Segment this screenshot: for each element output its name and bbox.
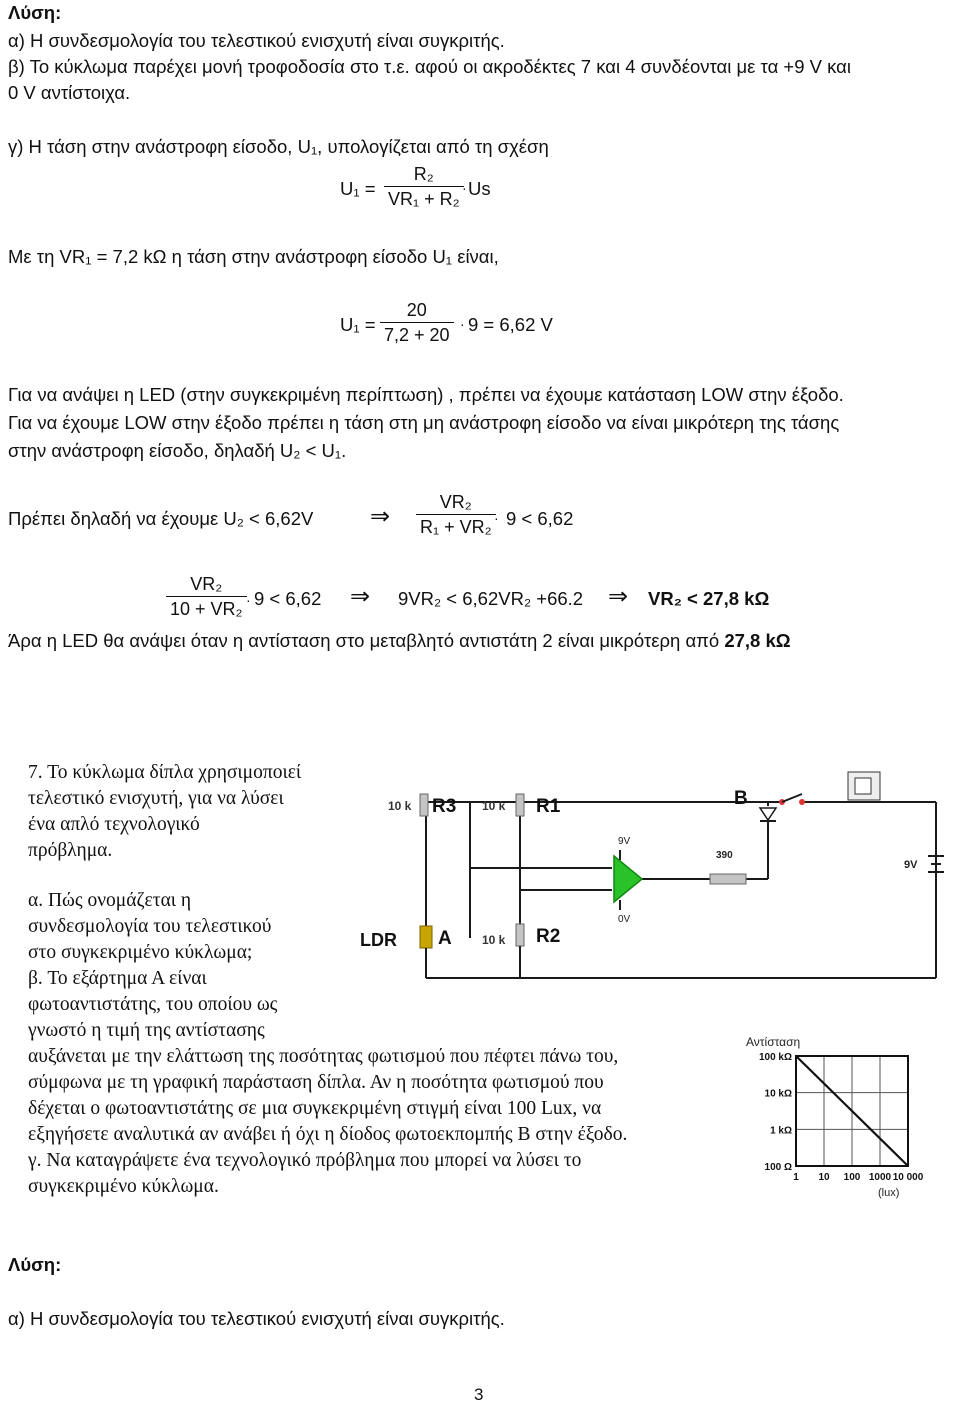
answer-b-line2: 0 V αντίστοιχα. [8,82,131,103]
formula1-numerator: R₂ [384,164,464,187]
question-b-line5: σύμφωνα με τη γραφική παράσταση δίπλα. Αν η ποσότητα φωτισμού που [28,1072,604,1093]
formula4-mid: 9VR₂ < 6,62VR₂ +66.2 [398,588,584,609]
question-b-line3: γνωστό η τιμή της αντίστασης [28,1020,265,1041]
formula3-fraction [416,492,496,538]
battery-label: 9V [904,859,918,871]
answer-b-line1: β) Το κύκλωμα παρέχει μονή τροφοδοσία στο τ.ε. αφού οι ακροδέκτες 7 και 4 συνδέονται με τα +9 V και [8,56,851,77]
formula4-numerator: VR₂ [166,574,247,597]
op-amp [614,856,642,902]
formula2-lhs: U₁ = [340,314,376,335]
switch-lever [782,794,802,802]
conclusion [8,630,791,652]
formula1-denominator: VR₁ + R₂ [388,189,460,209]
chart-x-tick-label: 1 [793,1172,799,1183]
led-para-line2: Για να έχουμε LOW στην έξοδο πρέπει η τάση στη μη ανάστροφη είσοδο να είναι μικρότερη της τάσης [8,412,840,433]
chart-x-tick-label: 10 000 [892,1172,924,1183]
formula3-dot: · [494,510,499,526]
exercise-line3: ένα απλό τεχνολογικό [28,814,200,835]
formula2-numerator: 20 [380,300,454,323]
formula3-lhs: Πρέπει δηλαδή να έχουμε U₂ < 6,62V [8,508,314,529]
formula4-denominator: 10 + VR₂ [170,599,243,619]
question-b-line7: εξηγήσετε αναλυτικά αν ανάβει ή όχι η δίοδος φωτοεκπομπής Β στην έξοδο. [28,1124,628,1145]
led-para-line1: Για να ανάψει η LED (στην συγκεκριμένη περίπτωση) , πρέπει να έχουμε κατάσταση LOW στην έξοδο. [8,384,844,405]
formula4-result: VR₂ < 27,8 kΩ [648,588,770,609]
vr1-line: Με τη VR₁ = 7,2 kΩ η τάση στην ανάστροφη είσοδο U₁ είναι, [8,246,499,267]
r3-label: R3 [432,796,457,817]
answer-a-2: α) Η συνδεσμολογία του τελεστικού ενισχυτή είναι συγκριτής. [8,1308,505,1329]
output-resistor [710,874,746,884]
chart-y-tick-label: 100 Ω [764,1162,792,1173]
r1-label: R1 [536,796,561,817]
formula2-fraction [380,300,454,346]
formula1-dot: · [462,180,467,196]
chart-x-tick-label: 10 [818,1172,830,1183]
resistance-lux-chart [736,1030,924,1206]
formula2-dot: · [460,316,465,332]
circuit-diagram [350,760,950,990]
formula1-lhs: U₁ = [340,178,376,199]
question-a-line3: στο συγκεκριμένο κύκλωμα; [28,942,253,963]
chart-y-tick-label: 10 kΩ [764,1088,792,1100]
formula3-denominator: R₁ + VR₂ [420,517,492,537]
answer-c: γ) Η τάση στην ανάστροφη είσοδο, U₁, υπολογίζεται από τη σχέση [8,136,549,157]
question-b-line4: αυξάνεται με την ελάττωση της ποσότητας φωτισμού που πέφτει πάνω του, [28,1046,619,1067]
formula2-denominator: 7,2 + 20 [384,325,450,345]
chart-x-tick-label: 100 [843,1172,861,1183]
r3-resistor [420,794,428,816]
r1-value: 10 k [482,799,506,813]
ldr-component [420,926,432,948]
formula4-fraction [166,574,247,620]
r2-label: R2 [536,926,561,947]
formula2-rhs: 9 = 6,62 V [468,314,553,335]
exercise-line1: 7. Το κύκλωμα δίπλα χρησιμοποιεί [28,762,302,783]
led-label: B [734,788,748,809]
indicator-icon [855,778,871,794]
solution-heading-2: Λύση: [8,1254,62,1275]
exercise-line2: τελεστικό ενισχυτή, για να λύσει [28,788,284,809]
question-c-line2: συγκεκριμένο κύκλωμα. [28,1176,219,1197]
solution-heading: Λύση: [8,2,62,23]
r3-value: 10 k [388,799,412,813]
question-b-line2: φωτοαντιστάτης, του οποίου ως [28,994,278,1015]
chart-x-axis-label: (lux) [878,1187,900,1199]
ldr-letter: A [438,928,452,949]
implies-arrow: ⇒ [608,583,629,610]
chart-y-tick-label: 100 kΩ [758,1052,792,1063]
r2-resistor [516,924,524,946]
output-resistor-value: 390 [716,850,733,861]
conclusion-value: 27,8 kΩ [724,630,791,651]
question-b-line6: δέχεται ο φωτοαντιστάτης σε μια συγκεκριμένη στιγμή είναι 100 Lux, να [28,1098,602,1119]
formula1-fraction [384,164,464,210]
question-a-line1: α. Πώς ονομάζεται η [28,890,192,911]
implies-arrow: ⇒ [350,583,371,610]
r1-resistor [516,794,524,816]
formula1-rhs: Us [468,178,491,199]
r2-value: 10 k [482,933,506,947]
implies-arrow: ⇒ [370,503,391,530]
ldr-label: LDR [360,930,397,950]
switch-contact [799,799,805,805]
question-a-line2: συνδεσμολογία του τελεστικού [28,916,272,937]
formula3-rhs: 9 < 6,62 [506,508,574,529]
formula3-numerator: VR₂ [416,492,496,515]
formula4-dot: · [246,592,251,608]
formula4-rhs: 9 < 6,62 [254,588,322,609]
exercise-line4: πρόβλημα. [28,840,113,861]
led-diode [760,808,776,820]
supply-top-label: 9V [618,836,631,847]
question-b-line1: β. Το εξάρτημα Α είναι [28,968,207,989]
conclusion-text: Άρα η LED θα ανάψει όταν η αντίσταση στο μεταβλητό αντιστάτη 2 είναι μικρότερη από [8,630,720,651]
question-c-line1: γ. Να καταγράψετε ένα τεχνολογικό πρόβλημα που μπορεί να λύσει το [28,1150,582,1171]
chart-title: Αντίσταση [746,1035,801,1049]
supply-bottom-label: 0V [618,914,631,925]
chart-y-tick-label: 1 kΩ [770,1125,792,1137]
page-number: 3 [474,1385,484,1404]
chart-x-tick-label: 1000 [868,1172,892,1183]
led-para-line3: στην ανάστροφη είσοδο, δηλαδή U₂ < U₁. [8,440,347,461]
answer-a: α) Η συνδεσμολογία του τελεστικού ενισχυτή είναι συγκριτής. [8,30,505,51]
